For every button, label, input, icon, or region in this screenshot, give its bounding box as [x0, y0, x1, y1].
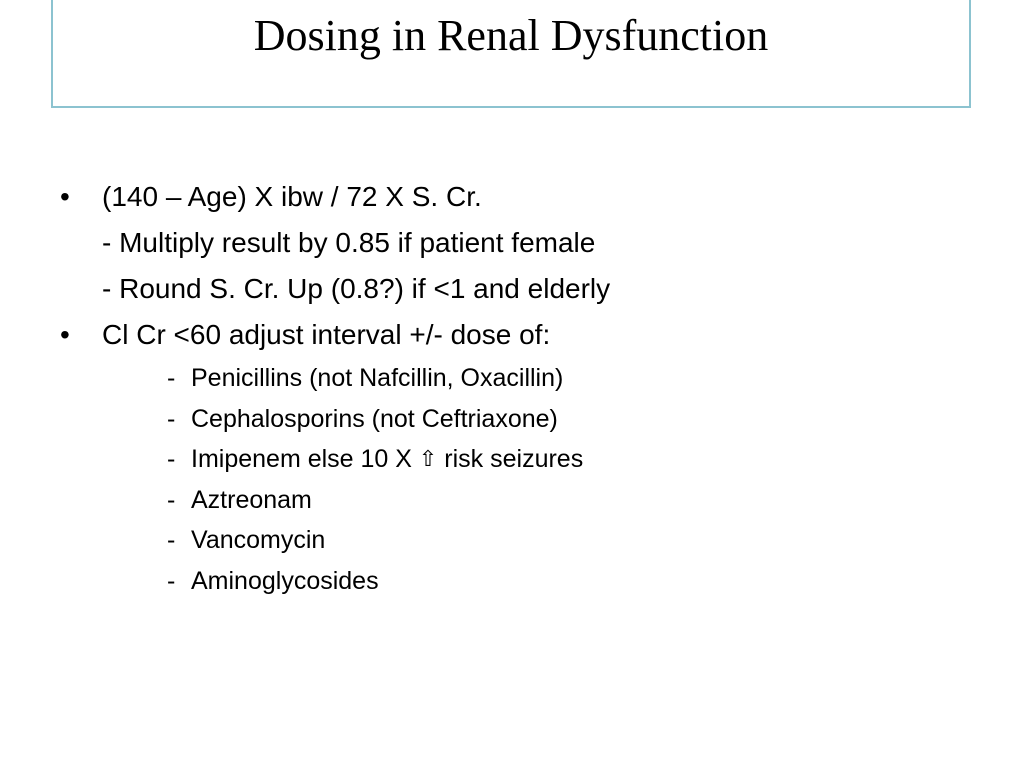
sub-text: Penicillins (not Nafcillin, Oxacillin) [191, 364, 564, 392]
sub-text: Aminoglycosides [191, 566, 379, 595]
dash: - [167, 364, 176, 392]
bullet-2-sub-4 [60, 480, 980, 521]
bullet-2 [60, 312, 980, 358]
bullet-marker: • [60, 181, 70, 212]
slide-title: Dosing in Renal Dysfunction [253, 11, 769, 60]
bullet-1-sub-1: - Multiply result by 0.85 if patient female [102, 227, 596, 258]
sub-text: Vancomycin [191, 526, 326, 554]
slide-content [60, 174, 980, 601]
sub-text-suffix: risk seizures [444, 445, 584, 473]
bullet-1 [60, 174, 980, 220]
title-box [51, 0, 971, 108]
sub-text: Cephalosporins (not Ceftriaxone) [191, 404, 558, 433]
bullet-1-sub-2: - Round S. Cr. Up (0.8?) if <1 and elderly [102, 273, 611, 304]
dash: - [167, 485, 176, 514]
dash: - [167, 526, 176, 554]
bullet-2-sub-6 [60, 561, 980, 602]
dash: - [167, 566, 176, 595]
arrow-up-icon: ⇧ [418, 446, 438, 471]
bullet-2-sub-3 [60, 439, 980, 480]
dash: - [167, 404, 176, 433]
bullet-2-text: Cl Cr <60 adjust interval +/- dose of: [102, 319, 551, 350]
bullet-1-text: (140 – Age) X ibw / 72 X S. Cr. [102, 181, 482, 212]
bullet-2-sub-2 [60, 399, 980, 440]
sub-text: Imipenem else 10 X [191, 445, 412, 473]
sub-text: Aztreonam [191, 485, 312, 514]
bullet-2-sub-5 [60, 520, 980, 561]
bullet-2-sub-1 [60, 358, 980, 399]
bullet-marker: • [60, 319, 70, 350]
dash: - [167, 445, 176, 473]
